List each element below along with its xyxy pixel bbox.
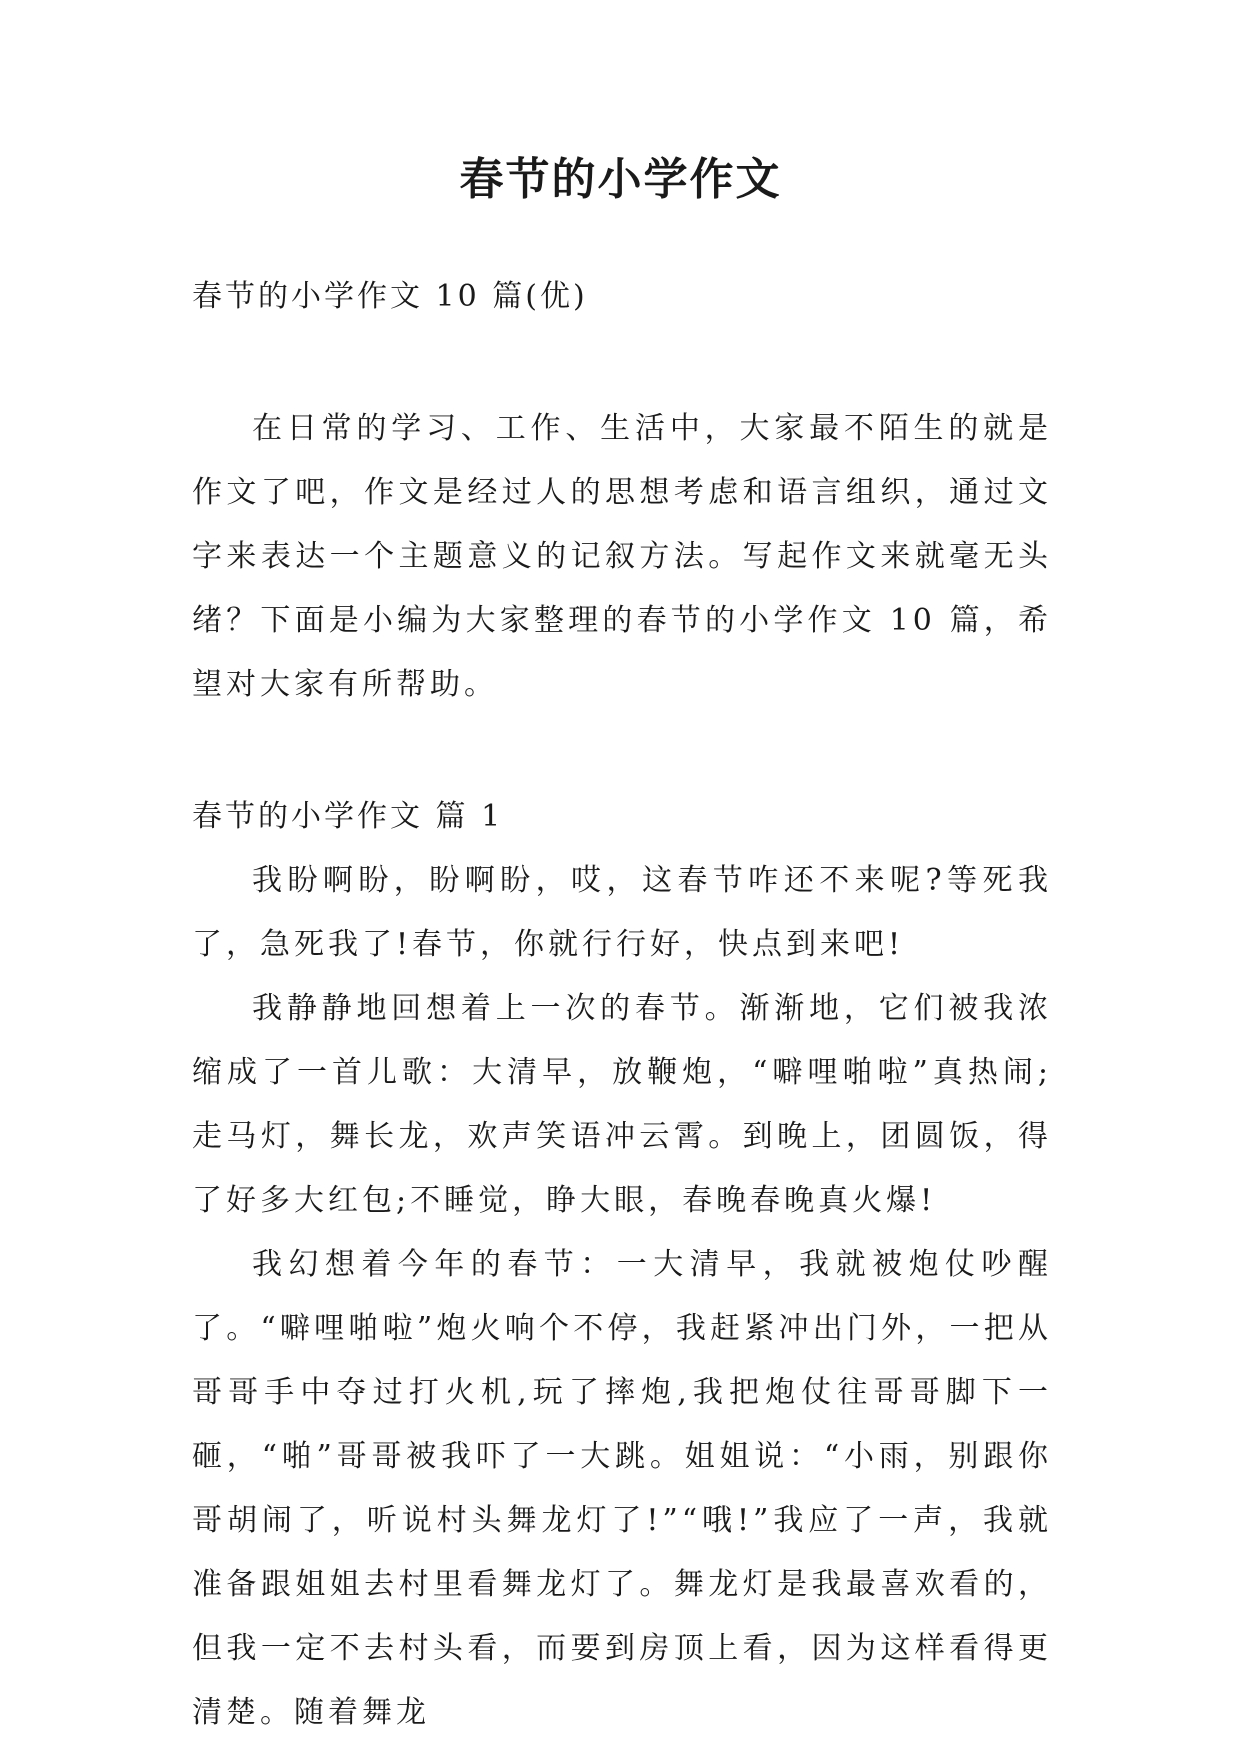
intro-paragraph: 在日常的学习、工作、生活中，大家最不陌生的就是作文了吧，作文是经过人的思想考虑和语言组织，通过文字来表达一个主题意义的记叙方法。写起作文来就毫无头绪？下面是小编为大家整理的春节的小学作文 10 篇，希望对大家有所帮助。 (192, 411, 1052, 702)
document-title: 春节的小学作文 (459, 154, 782, 205)
body-paragraph-1: 我盼啊盼，盼啊盼，哎，这春节咋还不来呢?等死我了，急死我了!春节，你就行行好，快点到来吧! (192, 863, 1052, 962)
document-subtitle: 春节的小学作文 10 篇(优) (192, 279, 588, 314)
body-paragraph-3: 我幻想着今年的春节：一大清早，我就被炮仗吵醒了。“噼哩啪啦”炮火响个不停，我赶紧冲出门外，一把从哥哥手中夺过打火机,玩了摔炮,我把炮仗往哥哥脚下一砸，“啪”哥哥被我吓了一大跳。姐姐说：“小雨，别跟你哥胡闹了，听说村头舞龙灯了!”“哦!”我应了一声，我就准备跟姐姐去村里看舞龙灯了。舞龙灯是我最喜欢看的，但我一定不去村头看，而要到房顶上看，因为这样看得更清楚。随着舞龙 (192, 1247, 1052, 1730)
document-body (192, 265, 1052, 1745)
section-heading: 春节的小学作文 篇 1 (192, 799, 504, 834)
body-paragraph-2: 我静静地回想着上一次的春节。渐渐地，它们被我浓缩成了一首儿歌：大清早，放鞭炮，“噼哩啪啦”真热闹;走马灯，舞长龙，欢声笑语冲云霄。到晚上，团圆饭，得了好多大红包;不睡觉，睁大眼，春晚春晚真火爆! (192, 991, 1052, 1218)
